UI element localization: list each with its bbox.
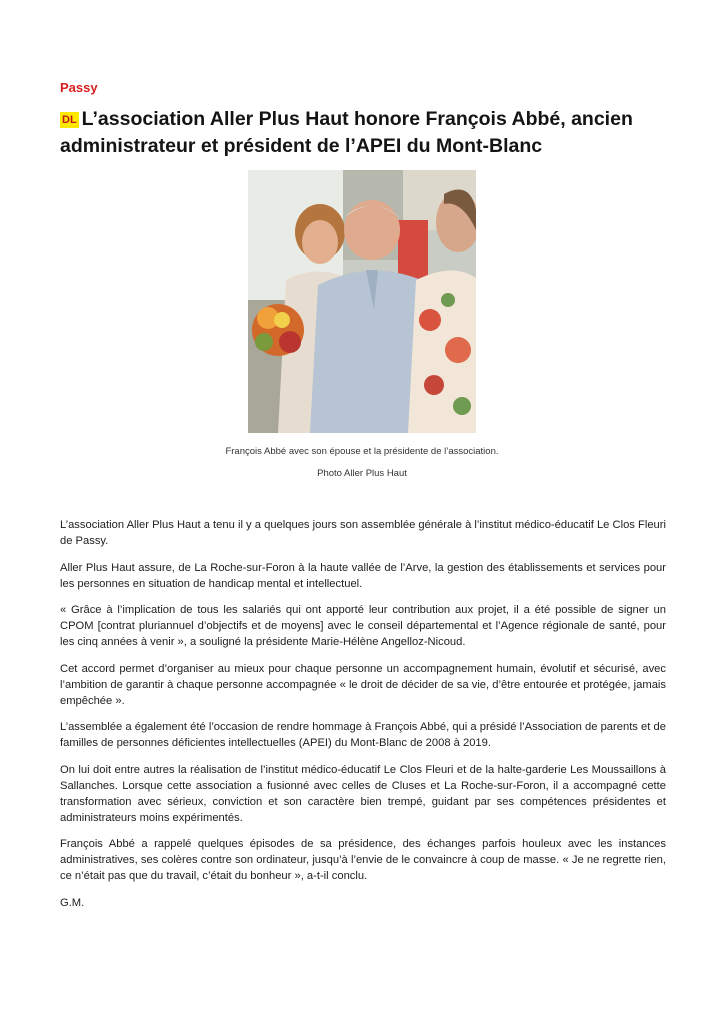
paragraph: « Grâce à l’implication de tous les salariés qui ont apporté leur contribution aux projet, il a été possible de signer un CPOM [contrat pluriannuel d’objectifs et de moyens] avec le conseil départemental et l’Agence régionale de santé, pour les cinq années à venir », a souligné la présidente Marie-Hélène Angelloz-Nicoud. — [60, 604, 666, 648]
section-label: Passy — [60, 80, 98, 95]
paragraph: L’assemblée a également été l’occasion de rendre hommage à François Abbé, qui a présidé l’Association de parents et de familles de personnes déficientes intellectuelles (APEI) du Mont-Blanc de 2008 à 2019. — [60, 721, 666, 749]
author-signature: G.M. — [60, 896, 85, 909]
photo-caption: François Abbé avec son épouse et la présidente de l’association. — [225, 446, 499, 457]
photo-credit: Photo Aller Plus Haut — [317, 468, 407, 479]
paragraph: L’association Aller Plus Haut a tenu il y a quelques jours son assemblée générale à l’institut médico-éducatif Le Clos Fleuri de Passy. — [60, 519, 666, 547]
paragraph: François Abbé a rappelé quelques épisodes de sa présidence, des échanges parfois houleux avec les instances administratives, ses colères contre son ordinateur, jusqu’à l’envie de le convaincre à coup de masse. « Je ne regrette rien, ce n’était pas que du travail, c’était du bonheur », a-t-il conclu. — [60, 838, 666, 882]
article-body — [60, 517, 666, 921]
article-photo — [248, 170, 476, 433]
dl-logo-badge: DL — [62, 114, 77, 126]
headline-text: L’association Aller Plus Haut honore François Abbé, ancien administrateur et président de l’APEI du Mont-Blanc — [60, 108, 633, 157]
paragraph: On lui doit entre autres la réalisation de l’institut médico-éducatif Le Clos Fleuri et de la halte-garderie Les Moussaillons à Sallanches. Lorsque cette association a fusionné avec celles de Cluses et La Roche-sur-Foron, il a accompagné cette transformation avec sérieux, conviction et son caractère bien trempé, guidant par ses compétences présidentes et administrateurs moins expérimentés. — [60, 763, 666, 824]
paragraph: Cet accord permet d’organiser au mieux pour chaque personne un accompagnement humain, évolutif et sécurisé, avec l’ambition de garantir à chaque personne accompagnée « le droit de décider de sa vie, d’être entourée et protégée, jamais empêchée ». — [60, 662, 666, 707]
paragraph: Aller Plus Haut assure, de La Roche-sur-Foron à la haute vallée de l’Arve, la gestion des établissements et services pour les personnes en situation de handicap mental et intellectuel. — [60, 561, 666, 590]
headline — [60, 106, 670, 160]
